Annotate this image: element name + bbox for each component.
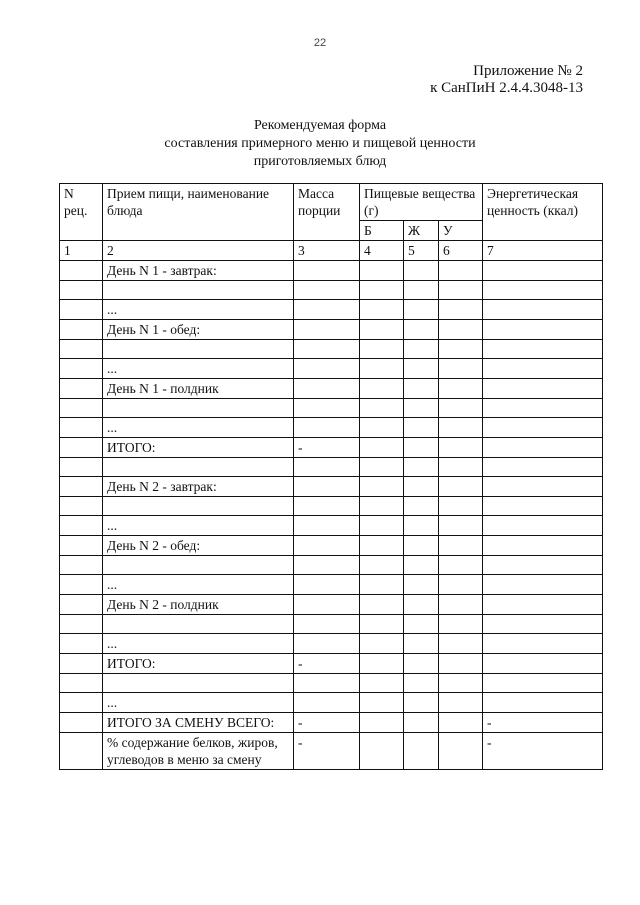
empty-cell (60, 634, 103, 654)
empty-cell (404, 634, 439, 654)
meal-cell: ... (103, 516, 294, 536)
empty-cell (404, 438, 439, 458)
empty-cell (360, 438, 404, 458)
meal-cell: ... (103, 300, 294, 320)
empty-cell (439, 654, 483, 674)
empty-cell (360, 674, 404, 693)
empty-cell (360, 654, 404, 674)
empty-cell (404, 320, 439, 340)
empty-cell (404, 674, 439, 693)
empty-row (60, 556, 603, 575)
empty-cell (60, 281, 103, 300)
header-recipe-number: N рец. (60, 184, 103, 241)
table-row (60, 438, 603, 458)
empty-cell (439, 438, 483, 458)
mass-cell (294, 516, 360, 536)
empty-cell (103, 497, 294, 516)
empty-cell (360, 320, 404, 340)
empty-cell (60, 379, 103, 399)
energy-cell (483, 300, 603, 320)
meal-cell: ... (103, 575, 294, 595)
header-proteins: Б (360, 221, 404, 241)
energy-cell (483, 516, 603, 536)
empty-cell (439, 575, 483, 595)
empty-cell (439, 536, 483, 556)
empty-cell (483, 399, 603, 418)
empty-cell (404, 261, 439, 281)
mass-cell (294, 261, 360, 281)
meal-cell: День N 2 - обед: (103, 536, 294, 556)
empty-cell (404, 654, 439, 674)
table-row (60, 654, 603, 674)
empty-cell (360, 477, 404, 497)
empty-cell (60, 713, 103, 733)
empty-cell (439, 595, 483, 615)
empty-cell (360, 359, 404, 379)
empty-cell (60, 458, 103, 477)
empty-cell (483, 340, 603, 359)
empty-cell (439, 300, 483, 320)
empty-cell (439, 477, 483, 497)
empty-cell (360, 261, 404, 281)
appendix-reference (430, 63, 583, 97)
empty-cell (404, 595, 439, 615)
empty-cell (404, 615, 439, 634)
empty-cell (60, 261, 103, 281)
meal-cell: ... (103, 418, 294, 438)
empty-cell (404, 536, 439, 556)
empty-cell (360, 497, 404, 516)
meal-cell: ... (103, 634, 294, 654)
energy-cell (483, 654, 603, 674)
empty-cell (404, 399, 439, 418)
empty-cell (360, 713, 404, 733)
empty-cell (360, 575, 404, 595)
menu-form-table (59, 183, 603, 770)
column-number-cell: 7 (483, 241, 603, 261)
table-row (60, 261, 603, 281)
empty-cell (294, 281, 360, 300)
energy-cell (483, 438, 603, 458)
header-meal-dish: Прием пищи, наименование блюда (103, 184, 294, 241)
mass-cell: - (294, 713, 360, 733)
meal-cell: День N 1 - завтрак: (103, 261, 294, 281)
empty-cell (404, 418, 439, 438)
mass-cell (294, 379, 360, 399)
empty-cell (404, 458, 439, 477)
table-row (60, 634, 603, 654)
mass-cell (294, 300, 360, 320)
energy-cell (483, 379, 603, 399)
document-title (0, 117, 640, 171)
empty-cell (360, 615, 404, 634)
header-nutrients: Пищевые вещества (г) (360, 184, 483, 221)
empty-cell (103, 556, 294, 575)
empty-row (60, 458, 603, 477)
energy-cell (483, 693, 603, 713)
empty-row (60, 497, 603, 516)
meal-cell: ... (103, 693, 294, 713)
meal-cell: День N 2 - полдник (103, 595, 294, 615)
appendix-line: Приложение № 2 (473, 63, 583, 79)
empty-cell (360, 458, 404, 477)
mass-cell (294, 418, 360, 438)
empty-cell (60, 340, 103, 359)
column-number-cell: 5 (404, 241, 439, 261)
mass-cell (294, 595, 360, 615)
table-row (60, 693, 603, 713)
empty-cell (439, 458, 483, 477)
empty-cell (439, 634, 483, 654)
meal-cell: ИТОГО ЗА СМЕНУ ВСЕГО: (103, 713, 294, 733)
empty-row (60, 340, 603, 359)
empty-cell (360, 536, 404, 556)
mass-cell (294, 320, 360, 340)
empty-cell (60, 674, 103, 693)
empty-cell (360, 340, 404, 359)
header-carbs: У (439, 221, 483, 241)
table-row (60, 733, 603, 770)
energy-cell: - (483, 733, 603, 770)
empty-cell (294, 556, 360, 575)
empty-cell (360, 556, 404, 575)
empty-cell (294, 458, 360, 477)
empty-cell (60, 300, 103, 320)
empty-cell (483, 281, 603, 300)
meal-cell: ИТОГО: (103, 438, 294, 458)
meal-cell: ИТОГО: (103, 654, 294, 674)
empty-row (60, 674, 603, 693)
empty-cell (360, 516, 404, 536)
empty-cell (294, 674, 360, 693)
mass-cell (294, 359, 360, 379)
energy-cell (483, 595, 603, 615)
empty-cell (404, 359, 439, 379)
empty-cell (60, 575, 103, 595)
empty-row (60, 615, 603, 634)
page-number: 22 (313, 37, 327, 49)
mass-cell (294, 477, 360, 497)
empty-cell (60, 399, 103, 418)
empty-cell (439, 418, 483, 438)
empty-cell (60, 438, 103, 458)
empty-cell (483, 556, 603, 575)
table-row (60, 575, 603, 595)
meal-cell: День N 1 - полдник (103, 379, 294, 399)
empty-cell (404, 713, 439, 733)
header-portion-mass: Масса порции (294, 184, 360, 241)
appendix-line: к СанПиН 2.4.4.3048-13 (430, 80, 583, 96)
empty-cell (404, 556, 439, 575)
empty-cell (439, 497, 483, 516)
table-row (60, 477, 603, 497)
empty-cell (483, 497, 603, 516)
empty-cell (360, 399, 404, 418)
meal-cell: % содержание белков, жиров, углеводов в меню за смену (103, 733, 294, 770)
empty-cell (103, 458, 294, 477)
empty-cell (103, 399, 294, 418)
table-row (60, 516, 603, 536)
energy-cell (483, 261, 603, 281)
empty-cell (404, 477, 439, 497)
empty-cell (404, 379, 439, 399)
header-energy: Энергетическая ценность (ккал) (483, 184, 603, 241)
table-row (60, 713, 603, 733)
energy-cell (483, 477, 603, 497)
energy-cell (483, 320, 603, 340)
empty-cell (60, 693, 103, 713)
empty-cell (294, 399, 360, 418)
mass-cell (294, 575, 360, 595)
empty-cell (404, 516, 439, 536)
empty-cell (439, 379, 483, 399)
empty-cell (103, 674, 294, 693)
empty-cell (60, 615, 103, 634)
column-number-cell: 4 (360, 241, 404, 261)
empty-cell (60, 477, 103, 497)
empty-cell (60, 556, 103, 575)
empty-cell (360, 281, 404, 300)
empty-cell (60, 418, 103, 438)
table-row (60, 379, 603, 399)
empty-cell (404, 733, 439, 770)
empty-cell (360, 300, 404, 320)
energy-cell (483, 634, 603, 654)
title-line: Рекомендуемая форма (253, 118, 387, 133)
empty-cell (60, 536, 103, 556)
energy-cell (483, 575, 603, 595)
empty-cell (404, 300, 439, 320)
column-number-cell: 3 (294, 241, 360, 261)
empty-cell (360, 693, 404, 713)
empty-cell (60, 359, 103, 379)
empty-cell (439, 320, 483, 340)
empty-cell (439, 359, 483, 379)
empty-cell (60, 654, 103, 674)
empty-row (60, 399, 603, 418)
table-row (60, 359, 603, 379)
column-numbers-row (60, 241, 603, 261)
empty-cell (360, 379, 404, 399)
title-line: составления примерного меню и пищевой ценности (164, 136, 476, 151)
empty-cell (404, 693, 439, 713)
empty-cell (439, 733, 483, 770)
empty-cell (60, 320, 103, 340)
table-row (60, 300, 603, 320)
mass-cell: - (294, 654, 360, 674)
empty-cell (404, 281, 439, 300)
energy-cell (483, 359, 603, 379)
empty-cell (294, 340, 360, 359)
empty-cell (360, 418, 404, 438)
empty-cell (439, 516, 483, 536)
empty-cell (439, 693, 483, 713)
energy-cell (483, 536, 603, 556)
meal-cell: День N 1 - обед: (103, 320, 294, 340)
empty-cell (60, 595, 103, 615)
empty-cell (439, 340, 483, 359)
empty-cell (404, 497, 439, 516)
energy-cell: - (483, 713, 603, 733)
mass-cell: - (294, 438, 360, 458)
empty-cell (103, 340, 294, 359)
empty-cell (439, 281, 483, 300)
header-fats: Ж (404, 221, 439, 241)
empty-cell (404, 575, 439, 595)
empty-cell (360, 595, 404, 615)
meal-cell: ... (103, 359, 294, 379)
column-number-cell: 1 (60, 241, 103, 261)
table-row (60, 418, 603, 438)
column-number-cell: 6 (439, 241, 483, 261)
mass-cell (294, 536, 360, 556)
empty-cell (439, 399, 483, 418)
empty-cell (60, 497, 103, 516)
empty-cell (404, 340, 439, 359)
meal-cell: День N 2 - завтрак: (103, 477, 294, 497)
empty-cell (439, 261, 483, 281)
empty-cell (60, 733, 103, 770)
empty-cell (439, 674, 483, 693)
empty-cell (439, 556, 483, 575)
mass-cell: - (294, 733, 360, 770)
empty-cell (294, 497, 360, 516)
table-row (60, 320, 603, 340)
column-number-cell: 2 (103, 241, 294, 261)
mass-cell (294, 634, 360, 654)
empty-row (60, 281, 603, 300)
table-row (60, 595, 603, 615)
empty-cell (60, 516, 103, 536)
empty-cell (439, 615, 483, 634)
mass-cell (294, 693, 360, 713)
empty-cell (483, 458, 603, 477)
empty-cell (103, 615, 294, 634)
empty-cell (483, 674, 603, 693)
table-row (60, 536, 603, 556)
title-line: приготовляемых блюд (253, 154, 387, 169)
empty-cell (439, 713, 483, 733)
energy-cell (483, 418, 603, 438)
empty-cell (360, 634, 404, 654)
empty-cell (103, 281, 294, 300)
empty-cell (294, 615, 360, 634)
empty-cell (483, 615, 603, 634)
empty-cell (360, 733, 404, 770)
